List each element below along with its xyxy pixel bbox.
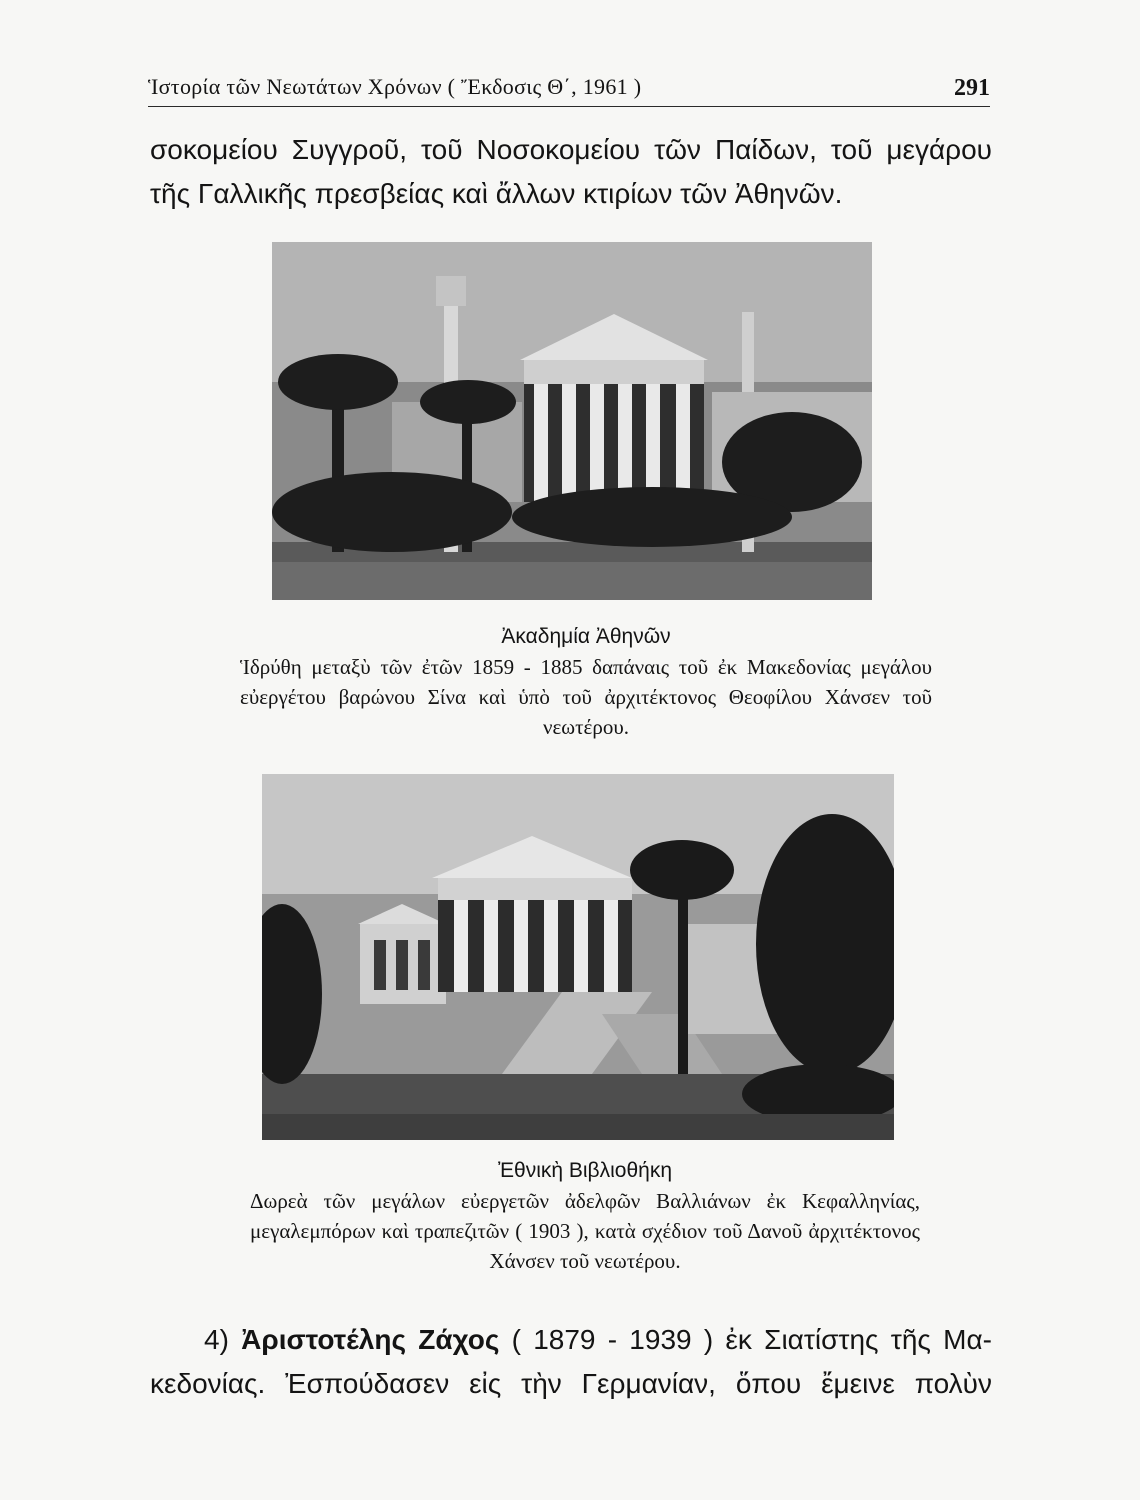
caption-text: Δωρεὰ τῶν μεγάλων εὐεργετῶν ἀδελφῶν Βαλλιάνων ἐκ Κεφαλληνίας, μεγαλεμπόρων καὶ τραπεζιτῶν ( 1903 ), κατὰ σχέδιον τοῦ Δανοῦ ἀρχιτέκτονος Χάνσεν τοῦ νεωτέρου. xyxy=(250,1189,920,1273)
item-number: 4) xyxy=(204,1324,229,1355)
paragraph-bottom xyxy=(150,1318,992,1406)
text-line xyxy=(150,1318,992,1362)
text-line: σοκομείου Συγγροῦ, τοῦ Νοσοκομείου τῶν Παίδων, τοῦ μεγάρου xyxy=(150,134,992,165)
caption-title: Ἐθνικὴ Βιβλιοθήκη xyxy=(497,1159,673,1182)
text-line: κεδονίας. Ἐσπούδασεν εἰς τὴν Γερμανίαν, ὅπου ἔμεινε πολὺν xyxy=(150,1368,992,1399)
running-title: Ἱστορία τῶν Νεωτάτων Χρόνων ( Ἔκδοσις Θ΄, 1961 ) xyxy=(148,74,642,99)
library-caption xyxy=(250,1156,920,1276)
academy-caption xyxy=(240,622,932,742)
running-header xyxy=(148,70,990,107)
caption-text: Ἱδρύθη μεταξὺ τῶν ἐτῶν 1859 - 1885 δαπάναις τοῦ ἐκ Μακεδονίας μεγάλου εὐεργέτου βαρώνου Σίνα καὶ ὑπὸ τοῦ ἀρχιτέκτονος Θεοφίλου Χάνσεν τοῦ νεωτέρου. xyxy=(240,655,932,739)
paragraph-top xyxy=(150,128,992,216)
national-library-photo xyxy=(262,774,894,1140)
academy-photo xyxy=(272,242,872,600)
page-number: 291 xyxy=(954,75,990,101)
person-name: Ἀριστοτέλης Ζάχος xyxy=(241,1324,500,1355)
caption-title: Ἀκαδημία Ἀθηνῶν xyxy=(501,625,671,648)
text-fragment: ( 1879 - 1939 ) ἐκ Σιατίστης τῆς Μα- xyxy=(511,1324,993,1355)
text-line: τῆς Γαλλικῆς πρεσβείας καὶ ἄλλων κτιρίων τῶν Ἀθηνῶν. xyxy=(150,178,843,209)
